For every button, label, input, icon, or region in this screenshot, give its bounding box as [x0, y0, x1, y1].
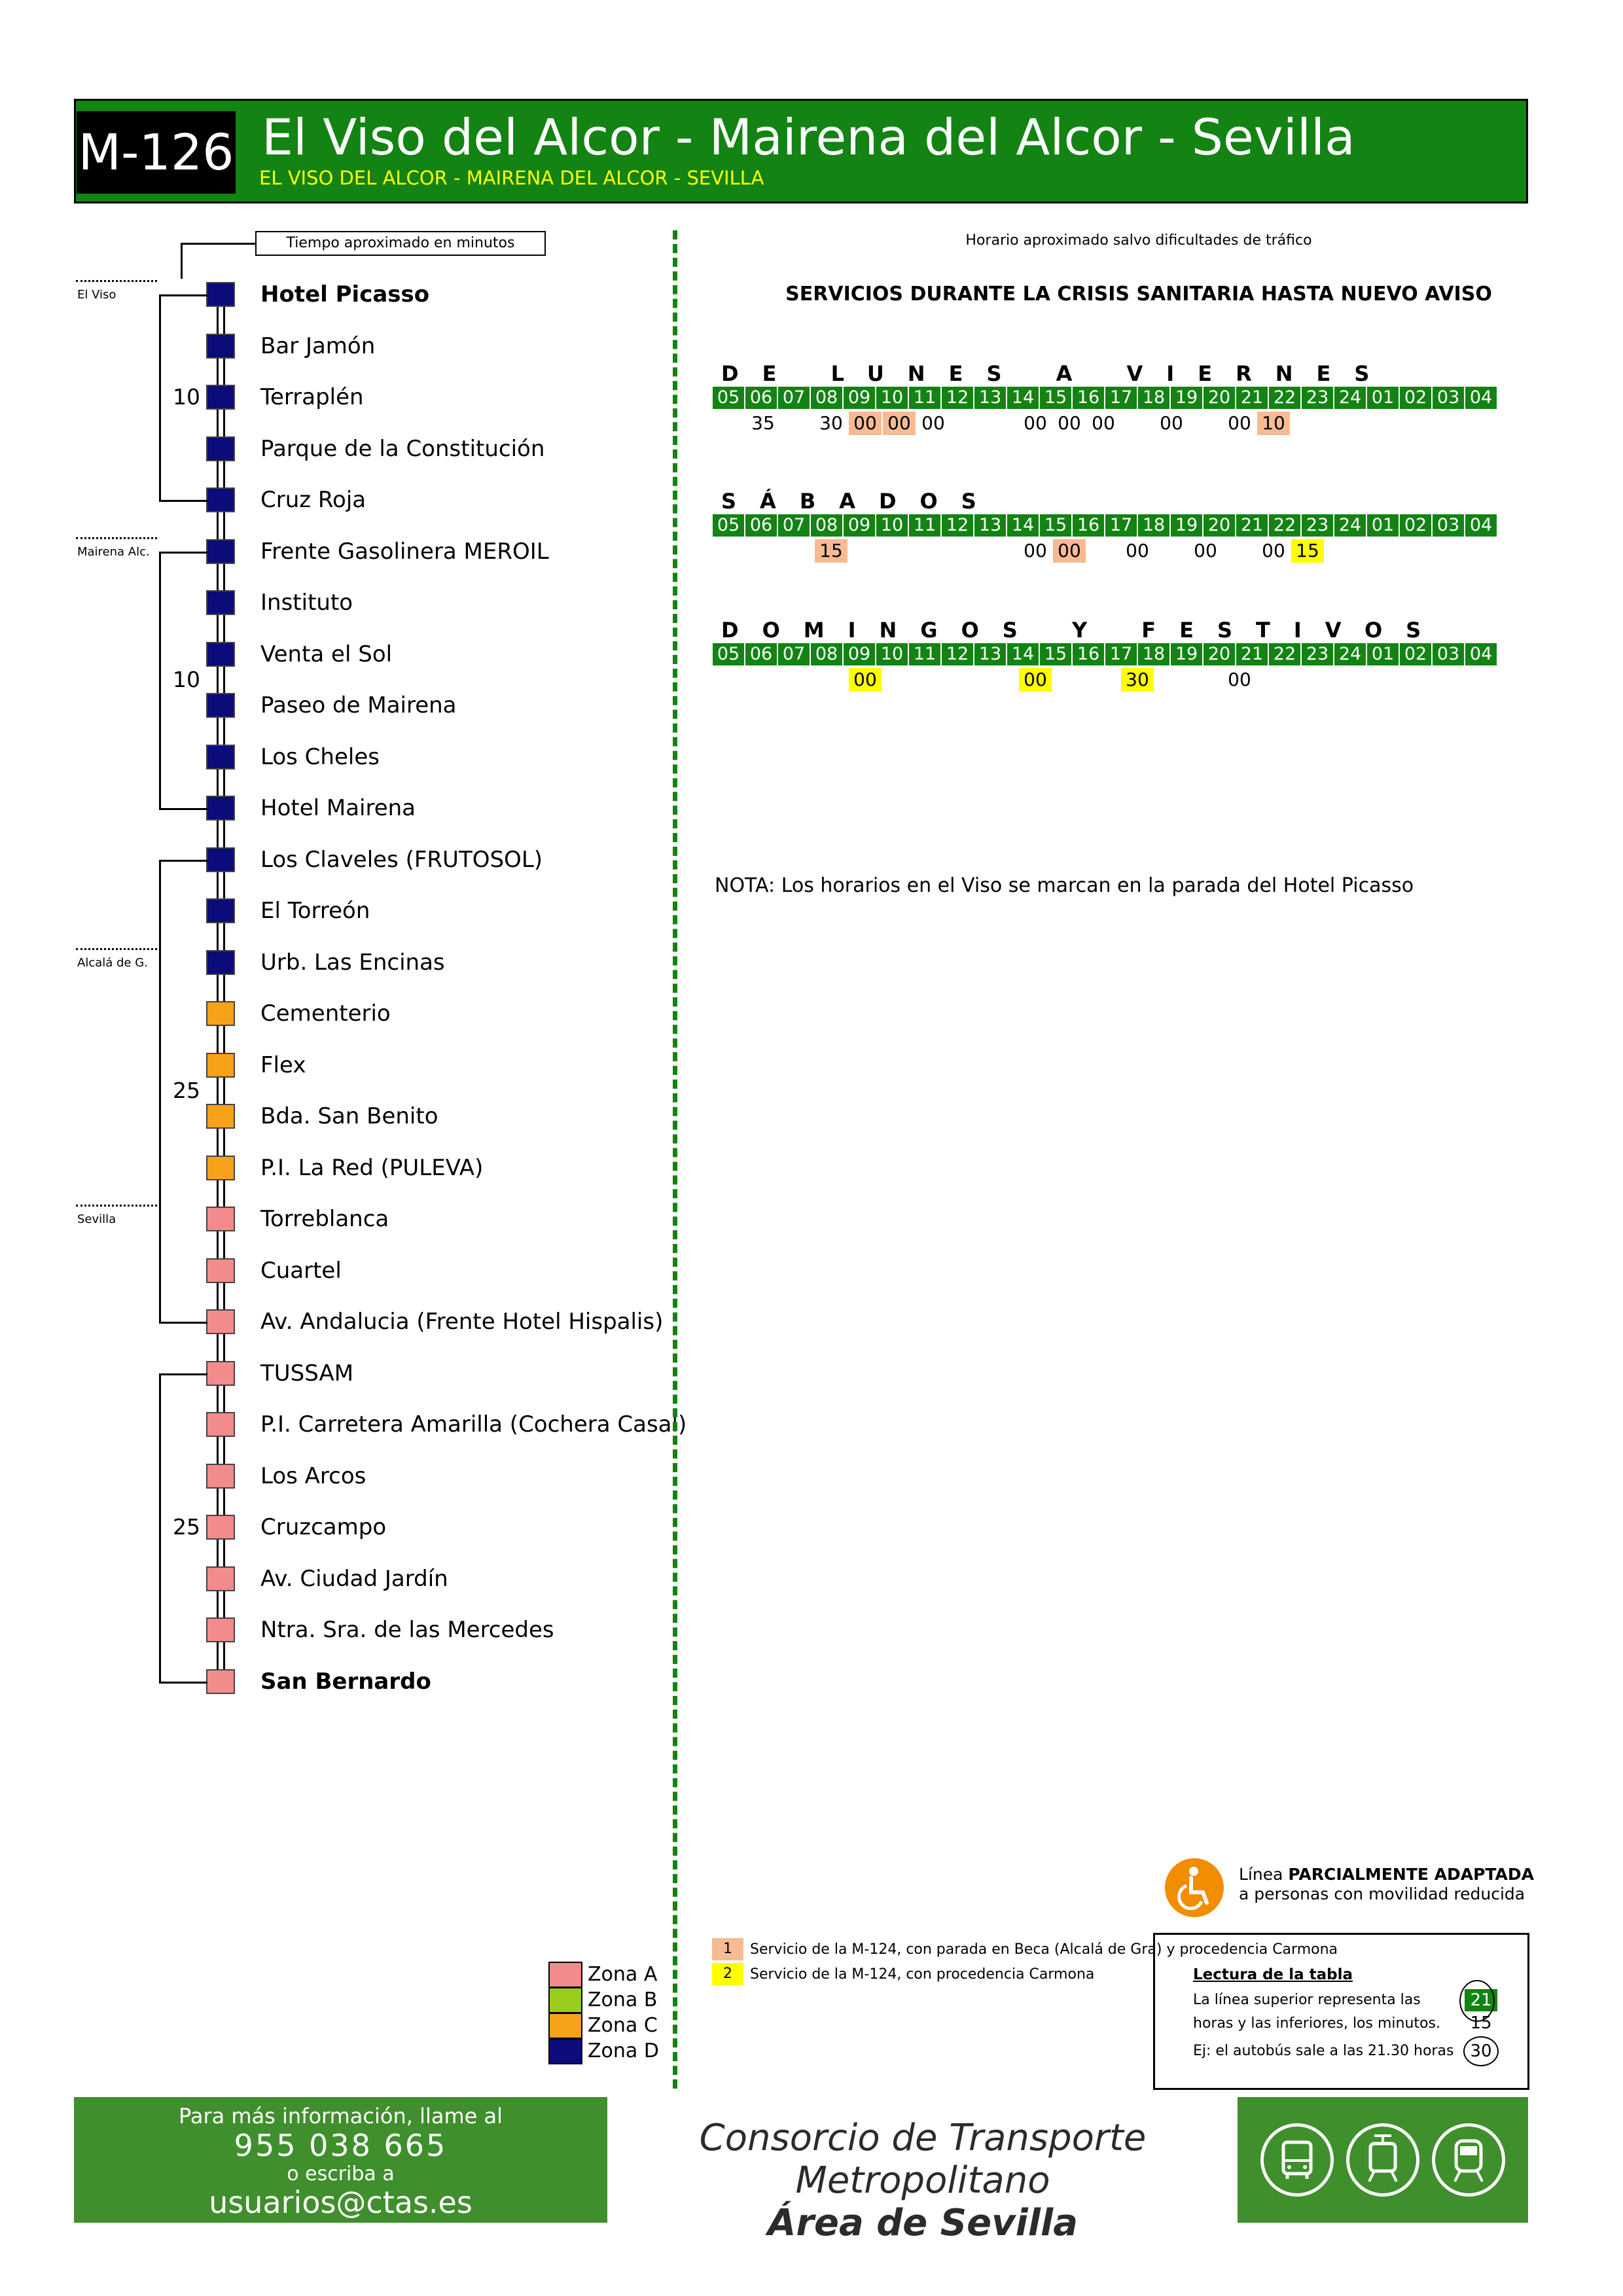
- hour-cell: 09: [844, 387, 876, 409]
- hour-cell: 18: [1138, 643, 1171, 665]
- hour-cell: 19: [1171, 387, 1204, 409]
- metro-icon: [1432, 2123, 1505, 2197]
- minute-cell: [781, 668, 813, 692]
- stop-name: Av. Andalucia (Frente Hotel Hispalis): [260, 1309, 664, 1335]
- zone-boundary-line: [76, 537, 157, 539]
- hour-cell: 16: [1073, 643, 1105, 665]
- minute-cell: 00: [1092, 412, 1115, 434]
- stop-name: Los Claveles (FRUTOSOL): [260, 846, 543, 873]
- minutes-row-weekdays: [713, 412, 1529, 435]
- minute-cell: [1461, 539, 1494, 563]
- zone-swatch: [548, 1962, 582, 1988]
- minute-cell: 00: [849, 668, 882, 692]
- tram-icon: [1346, 2123, 1419, 2197]
- stop-name: San Bernardo: [260, 1668, 431, 1695]
- hour-cell: 07: [778, 387, 811, 409]
- note-key-2: 2: [712, 1963, 743, 1985]
- stop-name: Hotel Picasso: [260, 281, 430, 308]
- contact-info-panel: [74, 2097, 607, 2223]
- hour-cell: 01: [1367, 514, 1400, 537]
- minute-cell: 00: [1126, 540, 1149, 561]
- stop-marker: [206, 539, 235, 564]
- minute-cell: [1053, 668, 1086, 692]
- time-bracket-bottom: [159, 1682, 207, 1684]
- minute-cell: [1461, 668, 1494, 692]
- consortium-logo-text: [628, 2117, 1217, 2244]
- stop-marker: [206, 436, 235, 461]
- zone-name: Zona A: [588, 1963, 658, 1986]
- time-bracket: [159, 294, 161, 500]
- minute-cell: [1427, 539, 1460, 563]
- time-bracket-top: [159, 860, 207, 862]
- hour-cell: 07: [778, 643, 811, 665]
- contact-phone[interactable]: 955 038 665: [234, 2128, 448, 2163]
- minute-cell: 00: [1194, 540, 1217, 561]
- legend-example-hour: 21: [1465, 1989, 1497, 2011]
- schedule-title-saturdays: SÁBADOS: [721, 489, 1000, 514]
- stop-name: Hotel Mairena: [260, 795, 416, 821]
- time-bracket-top: [159, 1373, 207, 1375]
- legend-title: Lectura de la tabla: [1193, 1966, 1353, 1983]
- stop-marker: [206, 1258, 235, 1283]
- hour-cell: 05: [713, 643, 745, 665]
- hour-cell: 04: [1465, 387, 1498, 409]
- stop-marker: [206, 1207, 235, 1231]
- minute-cell: [1291, 412, 1324, 435]
- stop-name: P.I. La Red (PULEVA): [260, 1154, 484, 1181]
- page-subtitle: EL VISO DEL ALCOR - MAIRENA DEL ALCOR - SEVILLA: [259, 167, 764, 189]
- contact-line3: o escriba a: [287, 2163, 395, 2185]
- minute-cell: [1359, 412, 1392, 435]
- traffic-note: Horario aproximado salvo dificultades de tráfico: [965, 232, 1312, 249]
- consortium-name: Consorcio de Transporte Metropolitano: [699, 2117, 1147, 2202]
- minute-cell: [1121, 412, 1154, 435]
- hour-cell: 11: [909, 387, 942, 409]
- hour-cell: 22: [1269, 514, 1302, 537]
- stop-marker: [206, 590, 235, 615]
- hour-cell: 02: [1400, 643, 1433, 665]
- transport-modes-panel: [1238, 2097, 1528, 2223]
- note-key-1: 1: [712, 1938, 743, 1960]
- zone-boundary-line: [76, 280, 157, 282]
- time-box-connector: [181, 243, 255, 245]
- minute-cell: 00: [1058, 412, 1081, 434]
- zone-swatch: [548, 2013, 582, 2039]
- time-bracket: [159, 552, 161, 809]
- minute-cell: [1427, 412, 1460, 435]
- hour-cell: 15: [1040, 514, 1073, 537]
- minute-cell: 15: [815, 539, 847, 563]
- minutes-row-saturdays: [713, 539, 1529, 563]
- crisis-notice: SERVICIOS DURANTE LA CRISIS SANITARIA HASTA NUEVO AVISO: [785, 283, 1492, 306]
- stop-name: Torreblanca: [260, 1206, 389, 1232]
- stop-name: Cruzcampo: [260, 1514, 387, 1540]
- contact-line1: Para más información, llame al: [178, 2104, 503, 2128]
- hour-cell: 01: [1367, 387, 1400, 409]
- hour-cell: 09: [844, 514, 876, 537]
- stop-name: TUSSAM: [260, 1360, 354, 1386]
- hour-cell: 03: [1433, 387, 1465, 409]
- hour-cell: 22: [1269, 387, 1302, 409]
- stop-marker: [206, 385, 235, 410]
- hour-cell: 19: [1171, 643, 1204, 665]
- consortium-area: Área de Sevilla: [768, 2202, 1078, 2244]
- stop-marker: [206, 282, 235, 307]
- minute-cell: 00: [1228, 669, 1251, 690]
- stop-name: Cementerio: [260, 1000, 391, 1027]
- zone-swatch: [548, 1987, 582, 2013]
- stop-marker: [206, 950, 235, 975]
- accessibility-line1: Línea PARCIALMENTE ADAPTADA: [1239, 1865, 1534, 1884]
- stop-marker: [206, 1669, 235, 1694]
- minute-cell: [849, 539, 882, 563]
- time-legend-box: Tiempo aproximado en minutos: [255, 231, 546, 256]
- hour-cell: 24: [1334, 514, 1367, 537]
- minute-cell: [1461, 412, 1494, 435]
- time-bracket-top: [159, 294, 207, 296]
- hour-cell: 02: [1400, 387, 1433, 409]
- legend-example-min1: 15: [1470, 2013, 1492, 2033]
- zone-name: Zona B: [588, 1988, 658, 2011]
- stop-marker: [206, 1156, 235, 1180]
- stop-marker: [206, 1309, 235, 1334]
- legend-example-min2: 30: [1463, 2036, 1499, 2066]
- stop-name: Av. Ciudad Jardín: [260, 1565, 448, 1592]
- minute-cell: 35: [751, 412, 775, 434]
- stop-marker: [206, 1104, 235, 1129]
- hour-cell: 18: [1138, 387, 1171, 409]
- hour-cell: 18: [1138, 514, 1171, 537]
- hour-cell: 06: [745, 514, 778, 537]
- minute-cell: 00: [849, 412, 882, 435]
- minute-cell: 00: [1228, 412, 1251, 434]
- hour-cell: 21: [1236, 643, 1269, 665]
- hour-cell: 24: [1334, 643, 1367, 665]
- hour-cell: 24: [1334, 387, 1367, 409]
- minute-cell: 00: [1024, 412, 1047, 434]
- column-divider: [673, 230, 677, 2089]
- zone-boundary-label: El Viso: [77, 288, 116, 302]
- stop-marker: [206, 1053, 235, 1078]
- hour-cell: 06: [745, 643, 778, 665]
- minute-cell: [1495, 412, 1528, 435]
- minute-cell: 30: [819, 412, 843, 434]
- stop-name: Bar Jamón: [260, 332, 376, 359]
- zone-boundary-line: [76, 1205, 157, 1207]
- minute-cell: [815, 668, 847, 692]
- hour-cell: 13: [974, 643, 1007, 665]
- hour-cell: 12: [942, 514, 974, 537]
- minute-cell: [713, 412, 745, 435]
- hour-cell: 20: [1204, 514, 1236, 537]
- legend-line2: horas y las inferiores, los minutos.: [1193, 2015, 1440, 2032]
- zone-name: Zona D: [588, 2040, 659, 2062]
- minute-cell: [985, 412, 1018, 435]
- stop-marker: [206, 1617, 235, 1642]
- minute-cell: [1087, 539, 1120, 563]
- hour-cell: 03: [1433, 514, 1465, 537]
- contact-email[interactable]: usuarios@ctas.es: [209, 2185, 473, 2220]
- hour-cell: 14: [1007, 514, 1040, 537]
- stop-name: El Torreón: [260, 898, 370, 924]
- hours-row-weekdays: [713, 387, 1498, 409]
- minute-cell: [747, 668, 779, 692]
- zone-boundary-line: [76, 948, 157, 950]
- hour-cell: 07: [778, 514, 811, 537]
- stop-name: Cruz Roja: [260, 487, 366, 513]
- minute-cell: [713, 539, 745, 563]
- stop-marker: [206, 796, 235, 821]
- stop-marker: [206, 487, 235, 512]
- minute-cell: [1155, 668, 1188, 692]
- zone-boundary-label: Alcalá de G.: [77, 955, 148, 970]
- hour-cell: 10: [876, 643, 909, 665]
- minute-cell: [1291, 668, 1324, 692]
- minute-cell: [1325, 668, 1358, 692]
- hours-row-sundays: [713, 643, 1498, 665]
- hours-row-saturdays: [713, 514, 1498, 537]
- stop-marker: [206, 1464, 235, 1489]
- bracket-minutes: 10: [170, 385, 203, 410]
- stop-name: Paseo de Mairena: [260, 692, 457, 718]
- minute-cell: [1359, 539, 1392, 563]
- hour-cell: 20: [1204, 387, 1236, 409]
- legend-line3: Ej: el autobús sale a las 21.30 horas: [1193, 2043, 1454, 2059]
- stop-marker: [206, 334, 235, 359]
- hour-cell: 22: [1269, 643, 1302, 665]
- hour-cell: 01: [1367, 643, 1400, 665]
- legend-highlight-circle: [1459, 1980, 1495, 2022]
- time-bracket-bottom: [159, 1322, 207, 1324]
- time-box-connector-down: [181, 243, 183, 279]
- minute-cell: [1189, 668, 1222, 692]
- stop-marker: [206, 1566, 235, 1591]
- stop-name: Los Arcos: [260, 1462, 366, 1489]
- page-title: El Viso del Alcor - Mairena del Alcor - Sevilla: [262, 108, 1355, 166]
- minute-cell: 00: [1160, 412, 1183, 434]
- hour-cell: 10: [876, 514, 909, 537]
- hour-cell: 23: [1302, 514, 1334, 537]
- hour-cell: 11: [909, 514, 942, 537]
- hour-cell: 23: [1302, 643, 1334, 665]
- stop-name: Terraplén: [260, 384, 364, 410]
- hour-cell: 04: [1465, 514, 1498, 537]
- hour-cell: 14: [1007, 387, 1040, 409]
- schedule-title-weekdays: DE LUNES A VIERNES: [721, 361, 1393, 386]
- hour-cell: 14: [1007, 643, 1040, 665]
- stop-marker: [206, 847, 235, 872]
- zone-boundary-label: Mairena Alc.: [77, 544, 150, 559]
- stop-marker: [206, 898, 235, 923]
- bracket-minutes: 25: [170, 1078, 203, 1103]
- zone-boundary-label: Sevilla: [77, 1212, 116, 1226]
- hour-cell: 17: [1105, 643, 1138, 665]
- stop-marker: [206, 745, 235, 769]
- hour-cell: 05: [713, 387, 745, 409]
- stop-marker: [206, 1361, 235, 1386]
- bracket-minutes: 25: [170, 1515, 203, 1540]
- hour-cell: 10: [876, 387, 909, 409]
- minute-cell: [1325, 412, 1358, 435]
- minute-cell: 00: [921, 412, 945, 434]
- minute-cell: [713, 668, 745, 692]
- minute-cell: [985, 668, 1018, 692]
- hour-cell: 16: [1073, 387, 1105, 409]
- stop-name: Urb. Las Encinas: [260, 949, 445, 976]
- minute-cell: [917, 668, 950, 692]
- minutes-row-sundays: [713, 668, 1529, 692]
- hour-cell: 23: [1302, 387, 1334, 409]
- minute-cell: [1087, 668, 1120, 692]
- minute-cell: 15: [1291, 539, 1324, 563]
- legend-line1: La línea superior representa las: [1193, 1992, 1421, 2008]
- stop-name: Parque de la Constitución: [260, 435, 545, 462]
- minute-cell: [1393, 668, 1426, 692]
- note-text-2: Servicio de la M-124, con procedencia Carmona: [750, 1966, 1095, 1983]
- note-text-1: Servicio de la M-124, con parada en Beca (Alcalá de Gra) y procedencia Carmona: [750, 1941, 1338, 1958]
- hour-cell: 13: [974, 514, 1007, 537]
- stop-name: Los Cheles: [260, 743, 380, 770]
- zone-swatch: [548, 2038, 582, 2064]
- stop-name: Frente Gasolinera MEROIL: [260, 538, 549, 565]
- minute-cell: 00: [1019, 668, 1052, 692]
- line-code-badge: M-126: [77, 111, 236, 194]
- nota-text: NOTA: Los horarios en el Viso se marcan en la parada del Hotel Picasso: [715, 874, 1414, 897]
- minute-cell: 00: [883, 412, 916, 435]
- bus-icon: [1260, 2123, 1334, 2197]
- hour-cell: 20: [1204, 643, 1236, 665]
- minute-cell: [781, 412, 813, 435]
- minute-cell: [1393, 412, 1426, 435]
- hour-cell: 11: [909, 643, 942, 665]
- time-bracket-bottom: [159, 808, 207, 810]
- minute-cell: [917, 539, 950, 563]
- hour-cell: 13: [974, 387, 1007, 409]
- stop-name: Bda. San Benito: [260, 1103, 438, 1129]
- hour-cell: 12: [942, 643, 974, 665]
- hour-cell: 04: [1465, 643, 1498, 665]
- minute-cell: 00: [1053, 539, 1086, 563]
- zone-name: Zona C: [588, 2014, 658, 2037]
- wheelchair-icon: [1165, 1858, 1224, 1917]
- minute-cell: [1427, 668, 1460, 692]
- hour-cell: 19: [1171, 514, 1204, 537]
- stop-name: Cuartel: [260, 1257, 342, 1284]
- hour-cell: 17: [1105, 387, 1138, 409]
- minute-cell: [951, 668, 984, 692]
- minute-cell: [1393, 539, 1426, 563]
- minute-cell: [1189, 412, 1222, 435]
- minute-cell: [1257, 668, 1290, 692]
- hour-cell: 21: [1236, 387, 1269, 409]
- minute-cell: [781, 539, 813, 563]
- hour-cell: 08: [811, 514, 844, 537]
- hour-cell: 06: [745, 387, 778, 409]
- minute-cell: [951, 412, 984, 435]
- stop-marker: [206, 693, 235, 718]
- minute-cell: 00: [1024, 540, 1047, 561]
- schedule-title-sundays: DOMINGOS Y FESTIVOS: [721, 618, 1445, 643]
- minute-cell: [1495, 539, 1528, 563]
- minute-cell: [883, 668, 916, 692]
- stop-marker: [206, 1412, 235, 1437]
- hour-cell: 03: [1433, 643, 1465, 665]
- stop-name: Ntra. Sra. de las Mercedes: [260, 1617, 554, 1643]
- minute-cell: [985, 539, 1018, 563]
- stop-name: Venta el Sol: [260, 641, 393, 667]
- minute-cell: [951, 539, 984, 563]
- minute-cell: 30: [1121, 668, 1154, 692]
- hour-cell: 15: [1040, 387, 1073, 409]
- stop-name: Flex: [260, 1051, 306, 1078]
- stop-name: Instituto: [260, 590, 353, 616]
- minute-cell: [1223, 539, 1256, 563]
- minute-cell: [1359, 668, 1392, 692]
- hour-cell: 17: [1105, 514, 1138, 537]
- stop-marker: [206, 642, 235, 667]
- hour-cell: 08: [811, 643, 844, 665]
- time-bracket: [159, 860, 161, 1322]
- minute-cell: 00: [1262, 540, 1285, 561]
- minute-cell: [1495, 668, 1528, 692]
- time-bracket-top: [159, 552, 207, 554]
- hour-cell: 08: [811, 387, 844, 409]
- minute-cell: [883, 539, 916, 563]
- stop-marker: [206, 1001, 235, 1026]
- hour-cell: 05: [713, 514, 745, 537]
- minute-cell: [1325, 539, 1358, 563]
- stop-marker: [206, 1515, 235, 1540]
- time-bracket: [159, 1373, 161, 1682]
- hour-cell: 21: [1236, 514, 1269, 537]
- hour-cell: 02: [1400, 514, 1433, 537]
- time-bracket-bottom: [159, 500, 207, 502]
- hour-cell: 16: [1073, 514, 1105, 537]
- bracket-minutes: 10: [170, 667, 203, 692]
- hour-cell: 15: [1040, 643, 1073, 665]
- stop-name: P.I. Carretera Amarilla (Cochera Casal): [260, 1411, 687, 1438]
- hour-cell: 12: [942, 387, 974, 409]
- minute-cell: [1155, 539, 1188, 563]
- minute-cell: [747, 539, 779, 563]
- hour-cell: 09: [844, 643, 876, 665]
- accessibility-line2: a personas con movilidad reducida: [1239, 1884, 1525, 1903]
- minute-cell: 10: [1257, 412, 1290, 435]
